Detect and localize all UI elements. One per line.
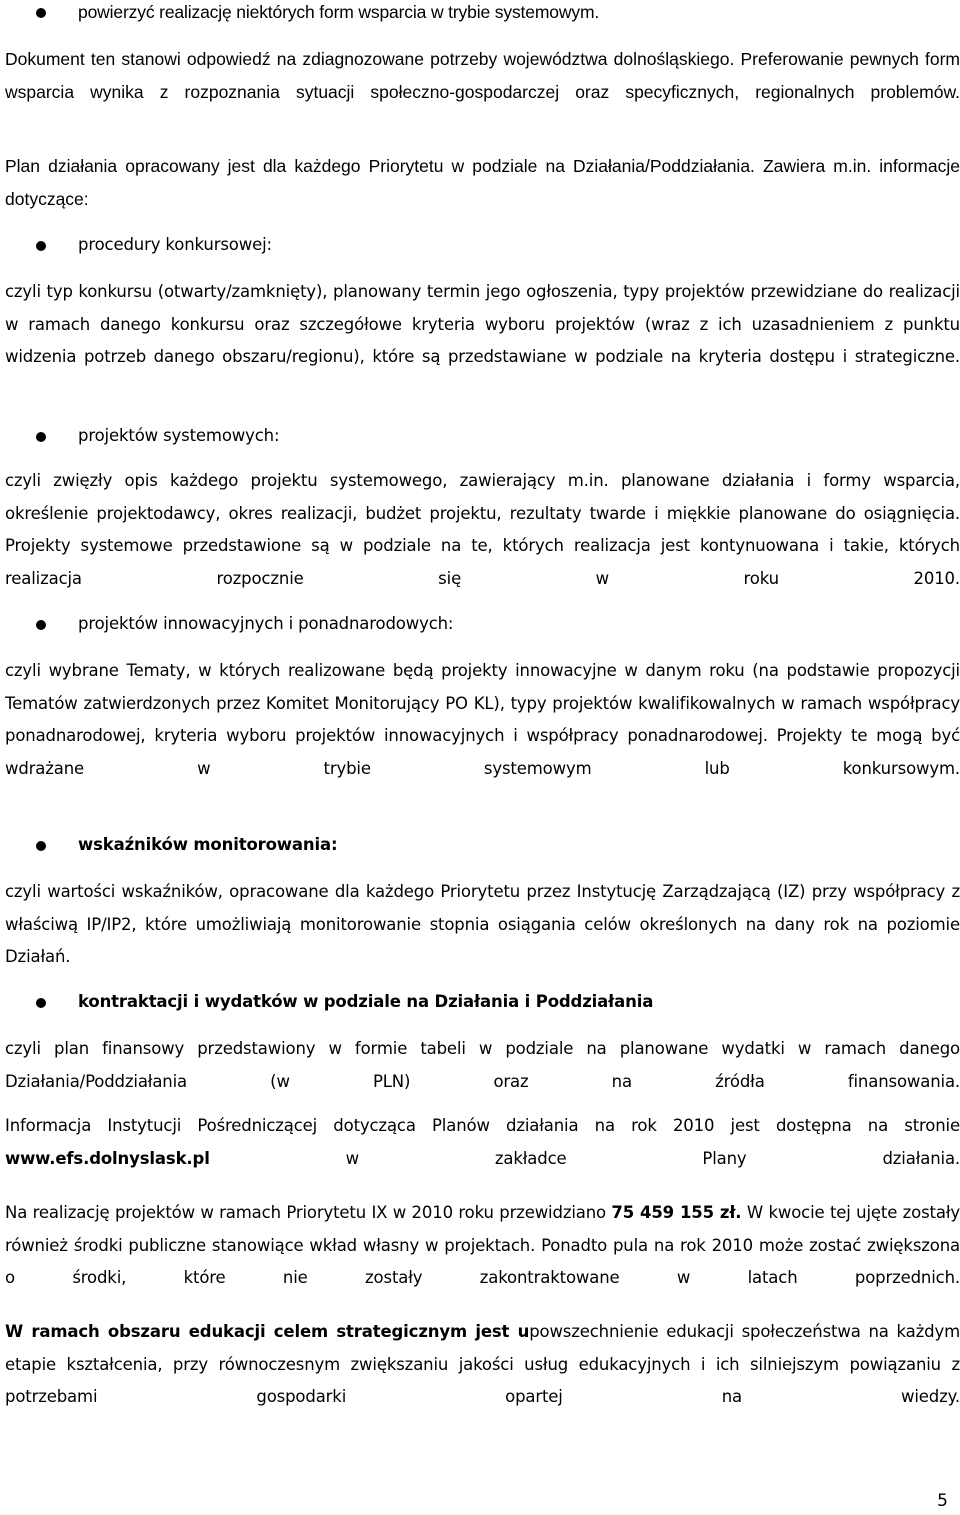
bullet-point bbox=[36, 432, 46, 442]
info-text-after: w zakładce Plany działania. bbox=[209, 1148, 960, 1168]
paragraph-info bbox=[5, 1110, 960, 1175]
item-text-innowacyjne: czyli wybrane Tematy, w których realizowane będą projekty innowacyjne w danym roku (na podstawie propozycji Tematów zatwierdzonych przez Komitet Monitorujący PO KL), typy projektów kwalifikowalnych w ramach współpracy ponadnarodowej, kryteria wyboru projektów innowacyjnych i współpracy ponadnarodowej. Projekty te mogą być wdrażane w trybie systemowym lub konkursowym. bbox=[5, 661, 960, 778]
item-heading-innowacyjne: projektów innowacyjnych i ponadnarodowych: bbox=[78, 614, 454, 633]
website-link[interactable]: www.efs.dolnyslask.pl bbox=[5, 1148, 210, 1168]
info-text-before: Informacja Instytucji Pośredniczącej dotycząca Planów działania na rok 2010 jest dostępna na stronie bbox=[5, 1116, 960, 1135]
item-heading-wskazniki: wskaźników monitorowania: bbox=[78, 835, 338, 854]
bullet-point bbox=[36, 620, 46, 630]
paragraph-goal bbox=[5, 1316, 960, 1414]
bullet-point bbox=[36, 841, 46, 851]
bullet-point bbox=[36, 241, 46, 251]
item-text-systemowe: czyli zwięzły opis każdego projektu systemowego, zawierający m.in. planowane działania i formy wsparcia, określenie projektodawcy, okres realizacji, budżet projektu, rezultaty twarde i miękkie planowane do osiągnięcia. Projekty systemowe przedstawione są w podziale na te, których realizacja jest kontynuowana i takie, których realizacja rozpocznie się w roku 2010. bbox=[5, 471, 960, 588]
item-text-kontraktacja: czyli plan finansowy przedstawiony w formie tabeli w podziale na planowane wydatki w ramach danego Działania/Poddziałania (w PLN) oraz na źródła finansowania. bbox=[5, 1039, 960, 1091]
item-heading-systemowe: projektów systemowych: bbox=[78, 426, 280, 445]
item-text-procedury: czyli typ konkursu (otwarty/zamknięty), planowany termin jego ogłoszenia, typy projektów przewidziane do realizacji w ramach danego konkursu oraz szczegółowe kryteria wyboru projektów (wraz z ich uzasadnieniem z punktu widzenia potrzeb danego obszaru/regionu), które są przedstawiane w podziale na kryteria dostępu i strategiczne. bbox=[5, 282, 960, 366]
paragraph-plan: Plan działania opracowany jest dla każdego Priorytetu w podziale na Działania/Poddziałania. Zawiera m.in. informacje dotyczące: bbox=[5, 156, 960, 209]
bullet-point bbox=[36, 8, 46, 18]
paragraph-intro: Dokument ten stanowi odpowiedź na zdiagnozowane potrzeby województwa dolnośląskiego. Preferowanie pewnych form wsparcia wynika z rozpoznania sytuacji społeczno-gospodarczej oraz specyficznych, regionalnych problemów. bbox=[5, 49, 960, 102]
bullet-text: powierzyć realizację niektórych form wsparcia w trybie systemowym. bbox=[78, 2, 600, 22]
item-heading-procedury: procedury konkursowej: bbox=[78, 235, 272, 254]
paragraph-funding bbox=[5, 1197, 960, 1295]
page-number: 5 bbox=[937, 1491, 948, 1511]
item-text-wskazniki: czyli wartości wskaźników, opracowane dla każdego Priorytetu przez Instytucję Zarządzającą (IZ) przy współpracy z właściwą IP/IP2, które umożliwiają monitorowanie stopnia osiągania celów określonych na dany rok na poziomie Działań. bbox=[5, 882, 960, 966]
goal-text: powszechnienie edukacji społeczeństwa na każdym etapie kształcenia, przy równoczesnym zwiększaniu jakości usług edukacyjnych i ich silniejszym powiązaniu z potrzebami gospodarki opartej na wiedzy. bbox=[5, 1322, 960, 1406]
funding-text-after: W kwocie tej ujęte zostały również środki publiczne stanowiące wkład własny w projektach. Ponadto pula na rok 2010 może zostać zwiększona o środki, które nie zostały zakontraktowane w latach poprzednich. bbox=[5, 1203, 960, 1287]
item-heading-kontraktacja: kontraktacji i wydatków w podziale na Działania i Poddziałania bbox=[78, 992, 654, 1011]
funding-text-before: Na realizację projektów w ramach Priorytetu IX w 2010 roku przewidziano bbox=[5, 1203, 612, 1222]
bullet-point bbox=[36, 998, 46, 1008]
funding-amount: 75 459 155 zł. bbox=[611, 1203, 742, 1222]
goal-bold-text: W ramach obszaru edukacji celem strategicznym jest u bbox=[5, 1322, 530, 1341]
